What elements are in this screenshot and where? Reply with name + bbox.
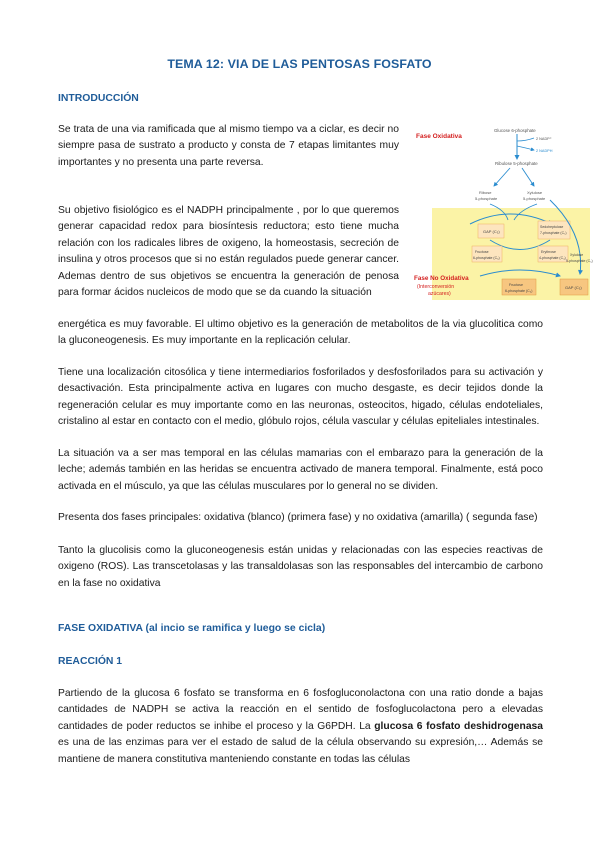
non-oxidative-phase-label: Fase No Oxidativa (414, 275, 469, 282)
nadph-curve (517, 146, 534, 150)
sedoheptulose-label-1: Sedoheptulose (540, 225, 564, 229)
box-sedoheptulose (538, 221, 570, 239)
intro-paragraph-5 (58, 510, 543, 526)
reaccion-1-text-b: es una de las enzimas para ver el estado de salud de la célula observando su expresión,… Además se mantiene de manera constitutiva manteniendo constante en todas las células (58, 737, 543, 765)
reaccion-1-text (58, 686, 543, 768)
arrow-to-xylulose (522, 168, 534, 186)
sedoheptulose-label-2: 7-phosphate (C₇) (540, 231, 567, 235)
ribose-label-1: Ribose (479, 190, 492, 195)
intro-heading: INTRODUCCIÓN (58, 93, 139, 104)
fructose-bottom-label-1: Fructose (509, 283, 523, 287)
intro-paragraph-3-text: Tiene una localización citosólica y tiene intermediarios fosforilados y desfosforilados para su activación y desactivación. Esta principalmente activa en lugares con mucho desgaste, es decir tejidos donde la regeneración celular es muy importante como en las neuronas, osteocitos, higado, células endoteliales, cristalino al estar en contacto con el medio, glóbulo rojos, célula vascular y células epiteliales intestinales. (58, 367, 543, 428)
fructose-c6-label-2: 6-phosphate (C₆) (473, 256, 500, 260)
intro-paragraph-4 (58, 446, 543, 495)
intro-paragraph-3 (58, 365, 543, 431)
intro-paragraph-2-continued (58, 317, 543, 350)
reaccion-1-text-a: Partiendo de la glucosa 6 fosfato se transforma en 6 fosfogluconolactona con una ratio donde a bajas cantidades de NADPH se activa la reacción en el sentido de fosfoglucolactona pero a elevadas cantidades de poder reductos se inhibe el proceso y la G6PDH. La (58, 688, 543, 732)
fase-oxidativa-heading: FASE OXIDATIVA (al incio se ramifica y luego se cicla) (58, 623, 326, 634)
erythrose-label-2: 4-phosphate (C₄) (539, 256, 566, 260)
arrow-to-ribose (494, 168, 510, 186)
intro-paragraph-2 (58, 203, 399, 301)
interconversion-label-line1: (Interconversión (417, 284, 455, 290)
erythrose-label-1: Erythrose (541, 250, 556, 254)
nadp-label: 2 NADP⁺ (536, 137, 552, 141)
intro-paragraph-4-text: La situación va a ser mas temporal en las células mamarias con el embarazo para la generación de la leche; además también en las heridas se encuentra activado de manera temporal. Finalmente, está poco activada en el músculo, ya que las células musculares por lo general no se dividen. (58, 448, 543, 492)
intro-paragraph-6 (58, 543, 543, 592)
gap-c3-label: GAP (C₃) (483, 229, 500, 234)
intro-paragraph-1 (58, 122, 399, 171)
fructose-c6-label-1: Fructose (475, 250, 489, 254)
page-title: TEMA 12: VIA DE LAS PENTOSAS FOSFATO (167, 57, 432, 71)
intro-paragraph-2-text: Su objetivo fisiológico es el NADPH principalmente , por lo que queremos generar capacidad redox para biosíntesis reductora; esto tiene mucha relación con los radicales libres de oxigeno, la homeostasis, secreción de insulina y otros procesos que si no están regulados puede generar cancer. Ademas dentro de sus objetivos se encuentra la generación de penosa para formar ácidos nucleicos de modo que se da cuando la situación (58, 205, 399, 299)
ribose-label-2: 5-phosphate (475, 196, 498, 201)
nadp-curve (517, 138, 534, 141)
gap-right-label: GAP (C₃) (565, 285, 582, 290)
intro-paragraph-1-text: Se trata de una via ramificada que al mismo tiempo va a ciclar, es decir no siempre pasa de sustrato a producto y consta de 7 etapas limitantes muy importantes y no presenta una parte reversa. (58, 124, 399, 168)
glucose-6-phosphate-label: Glucose 6-phosphate (494, 128, 536, 133)
xylulose-c5-label-2: 5-phosphate (C₅) (566, 259, 593, 263)
ribulose-5-phosphate-label: Ribulose 5-phosphate (495, 161, 538, 166)
xylulose-label-2: 5-phosphate (523, 196, 546, 201)
pathway-diagram-svg (410, 124, 593, 306)
intro-paragraph-2-cont-text: energética es muy favorable. El ultimo objetivo es la generación de metabolitos de la via glucolitica como la gluconeogenesis. Es muy importante en la replicación celular. (58, 319, 543, 347)
xylulose-label-1: Xylulose (527, 190, 543, 195)
intro-paragraph-5-text: Presenta dos fases principales: oxidativa (blanco) (primera fase) y no oxidativa (amarilla) ( segunda fase) (58, 512, 538, 523)
reaccion-1-paragraph (58, 686, 543, 768)
xylulose-c5-label-1: Xylulose (570, 253, 584, 257)
nadph-label: 2 NADPH (536, 149, 553, 153)
interconversion-label-line2: azúcares) (428, 291, 451, 297)
intro-paragraph-6-text: Tanto la glucolisis como la gluconeogenesis están unidas y relacionadas con las especies reactivas de oxigeno (ROS). Las transcetolasas y las transaldolasas son las responsables del intercambio de carbono en la fase no oxidativa (58, 545, 543, 589)
fructose-bottom-label-2: 6-phosphate (C₆) (505, 289, 533, 293)
oxidative-phase-label: Fase Oxidativa (416, 133, 462, 140)
pentose-phosphate-diagram (410, 124, 593, 306)
reaccion-1-enzyme-bold: glucosa 6 fosfato deshidrogenasa (374, 720, 543, 732)
reaccion-1-heading: REACCIÓN 1 (58, 656, 123, 667)
